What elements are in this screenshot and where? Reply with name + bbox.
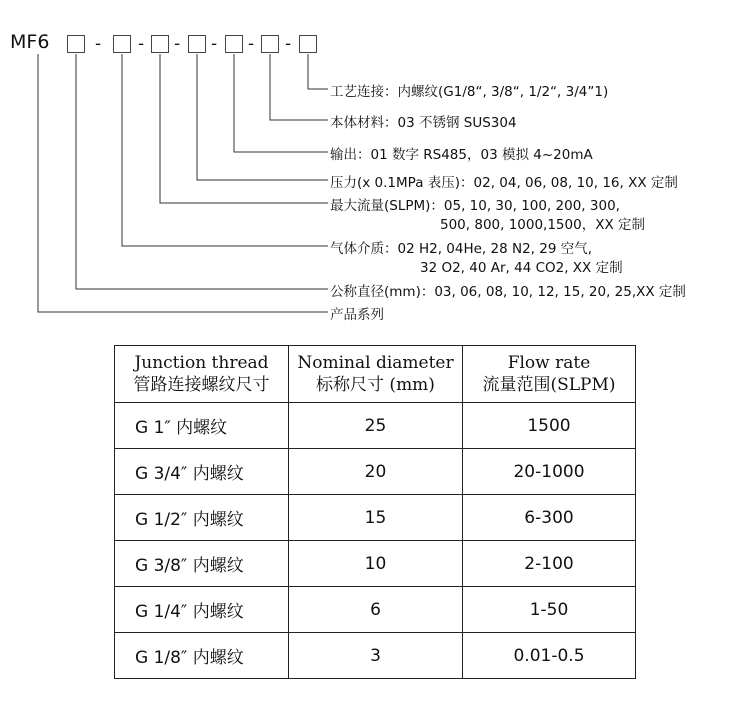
spec-output: 输出：01 数字 RS485，03 模拟 4~20mA: [330, 147, 593, 163]
spec-thread: 工艺连接：内螺纹(G1/8“, 3/8“, 1/2“, 3/4”1): [330, 84, 609, 100]
code-box-thread: [299, 35, 317, 53]
leader-line-output: [234, 54, 328, 152]
header-flow-rate: [463, 346, 636, 403]
table-row: [115, 495, 636, 541]
leader-line-material: [270, 54, 328, 120]
header-en: Nominal diameter: [297, 353, 454, 373]
spec-series: 产品系列: [330, 307, 384, 323]
cell-thread: G 1″ 内螺纹: [115, 403, 289, 449]
code-separator: -: [138, 34, 145, 54]
spec-gas: 气体介质：02 H2, 04He, 28 N2, 29 空气,: [330, 241, 593, 257]
cell-flow: 1-50: [463, 587, 636, 633]
code-box-output: [225, 35, 243, 53]
header-zh: 标称尺寸 (mm): [316, 375, 435, 395]
header-zh: 流量范围(SLPM): [482, 375, 616, 395]
code-box-diameter: [67, 35, 85, 53]
header-en: Junction thread: [134, 353, 269, 373]
cell-flow: 0.01-0.5: [463, 633, 636, 679]
table-row: [115, 541, 636, 587]
code-box-pressure: [188, 35, 206, 53]
table-row: [115, 403, 636, 449]
spec-diameter: 公称直径(mm)：03, 06, 08, 10, 12, 15, 20, 25,XX 定制: [330, 284, 686, 300]
code-box-gas: [113, 35, 131, 53]
code-separator: -: [285, 34, 292, 54]
spec-material: 本体材料：03 不锈钢 SUS304: [330, 115, 517, 131]
header-zh: 管路连接螺纹尺寸: [133, 375, 270, 395]
spec-table: [114, 345, 636, 679]
code-box-material: [261, 35, 279, 53]
table-row: [115, 449, 636, 495]
table-header-row: [115, 346, 636, 403]
cell-diameter: 25: [289, 403, 463, 449]
spec-flow-continued: 500, 800, 1000,1500，XX 定制: [440, 217, 645, 233]
cell-flow: 1500: [463, 403, 636, 449]
code-separator: -: [211, 34, 218, 54]
table-row: [115, 633, 636, 679]
cell-diameter: 6: [289, 587, 463, 633]
cell-flow: 20-1000: [463, 449, 636, 495]
cell-flow: 2-100: [463, 541, 636, 587]
leader-line-diameter: [76, 54, 328, 289]
cell-thread: G 1/4″ 内螺纹: [115, 587, 289, 633]
cell-flow: 6-300: [463, 495, 636, 541]
leader-line-gas: [122, 54, 328, 246]
spec-pressure: 压力(x 0.1MPa 表压)：02, 04, 06, 08, 10, 16, XX 定制: [330, 175, 678, 191]
cell-diameter: 10: [289, 541, 463, 587]
code-box-flow: [151, 35, 169, 53]
code-separator: -: [95, 34, 102, 54]
code-separator: -: [248, 34, 255, 54]
header-nominal-diameter: [289, 346, 463, 403]
spec-flow: 最大流量(SLPM)：05, 10, 30, 100, 200, 300,: [330, 198, 620, 214]
model-code-diagram: [0, 0, 750, 330]
header-en: Flow rate: [507, 353, 591, 373]
cell-thread: G 3/4″ 内螺纹: [115, 449, 289, 495]
table-row: [115, 587, 636, 633]
cell-thread: G 3/8″ 内螺纹: [115, 541, 289, 587]
leader-line-thread: [308, 54, 328, 89]
code-separator: -: [174, 34, 181, 54]
cell-thread: G 1/2″ 内螺纹: [115, 495, 289, 541]
spec-gas-continued: 32 O2, 40 Ar, 44 CO2, XX 定制: [420, 260, 623, 276]
cell-diameter: 15: [289, 495, 463, 541]
leader-line-flow: [160, 54, 328, 203]
model-prefix: MF6: [10, 31, 50, 53]
cell-thread: G 1/8″ 内螺纹: [115, 633, 289, 679]
header-junction-thread: [115, 346, 289, 403]
cell-diameter: 20: [289, 449, 463, 495]
leader-line-series: [38, 54, 328, 312]
cell-diameter: 3: [289, 633, 463, 679]
